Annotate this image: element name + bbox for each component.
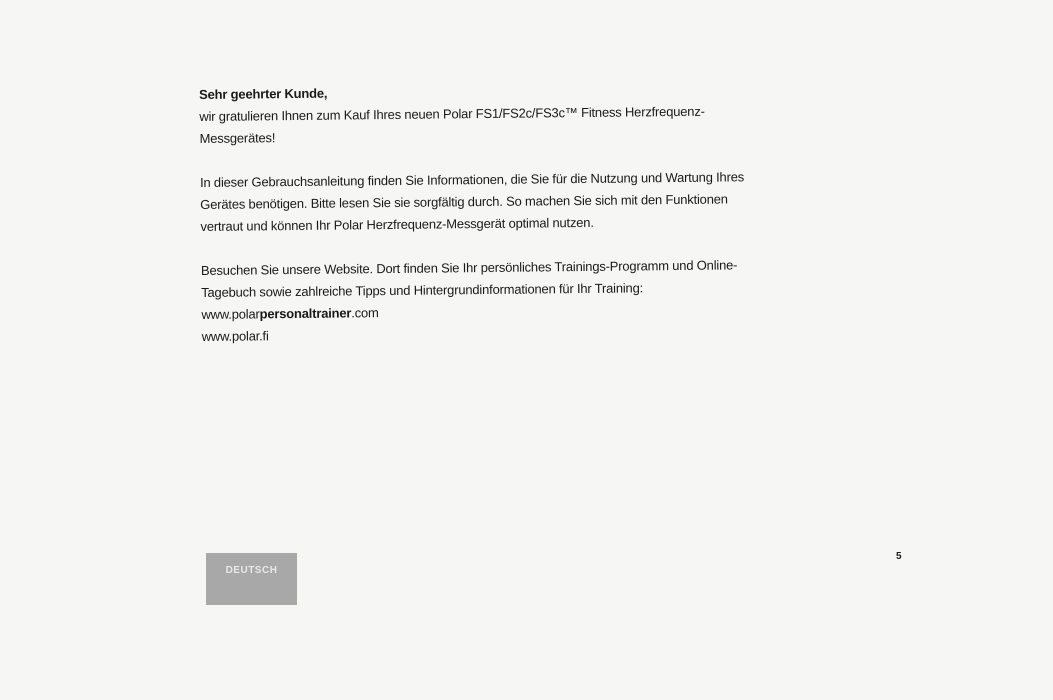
instructions-line-3: vertraut und können Ihr Polar Herzfrequenz-Messgerät optimal nutzen.	[200, 214, 594, 234]
instructions-line-2: Gerätes benötigen. Bitte lesen Sie sie sorgfältig durch. So machen Sie sich mit den Funktionen	[200, 191, 728, 212]
url-prefix: www.polar	[201, 306, 260, 322]
language-tab	[206, 553, 297, 605]
website-paragraph	[201, 254, 762, 348]
instructions-line-1: In dieser Gebrauchsanleitung finden Sie Informationen, die Sie für die Nutzung und Wartung Ihres	[199, 169, 745, 190]
website-line-2: Tagebuch sowie zahlreiche Tipps und Hintergrundinformationen für Ihr Training:	[201, 280, 644, 300]
salutation: Sehr geehrter Kunde,	[199, 85, 328, 102]
intro-line-2: Messgerätes!	[199, 130, 276, 146]
page-number: 5	[896, 551, 902, 562]
url-suffix: .com	[351, 305, 379, 321]
instructions-paragraph	[200, 166, 761, 238]
intro-line-1: wir gratulieren Ihnen zum Kauf Ihres neuen Polar FS1/FS2c/FS3c™ Fitness Herzfrequenz-	[199, 103, 705, 124]
welcome-letter	[199, 78, 762, 348]
website-line-1: Besuchen Sie unsere Website. Dort finden Sie Ihr persönliches Trainings-Programm und Online-	[200, 257, 738, 278]
polar-fi-url: www.polar.fi	[201, 328, 269, 344]
language-tab-label: DEUTSCH	[225, 564, 278, 576]
url-bold-part: personaltrainer	[259, 305, 352, 322]
